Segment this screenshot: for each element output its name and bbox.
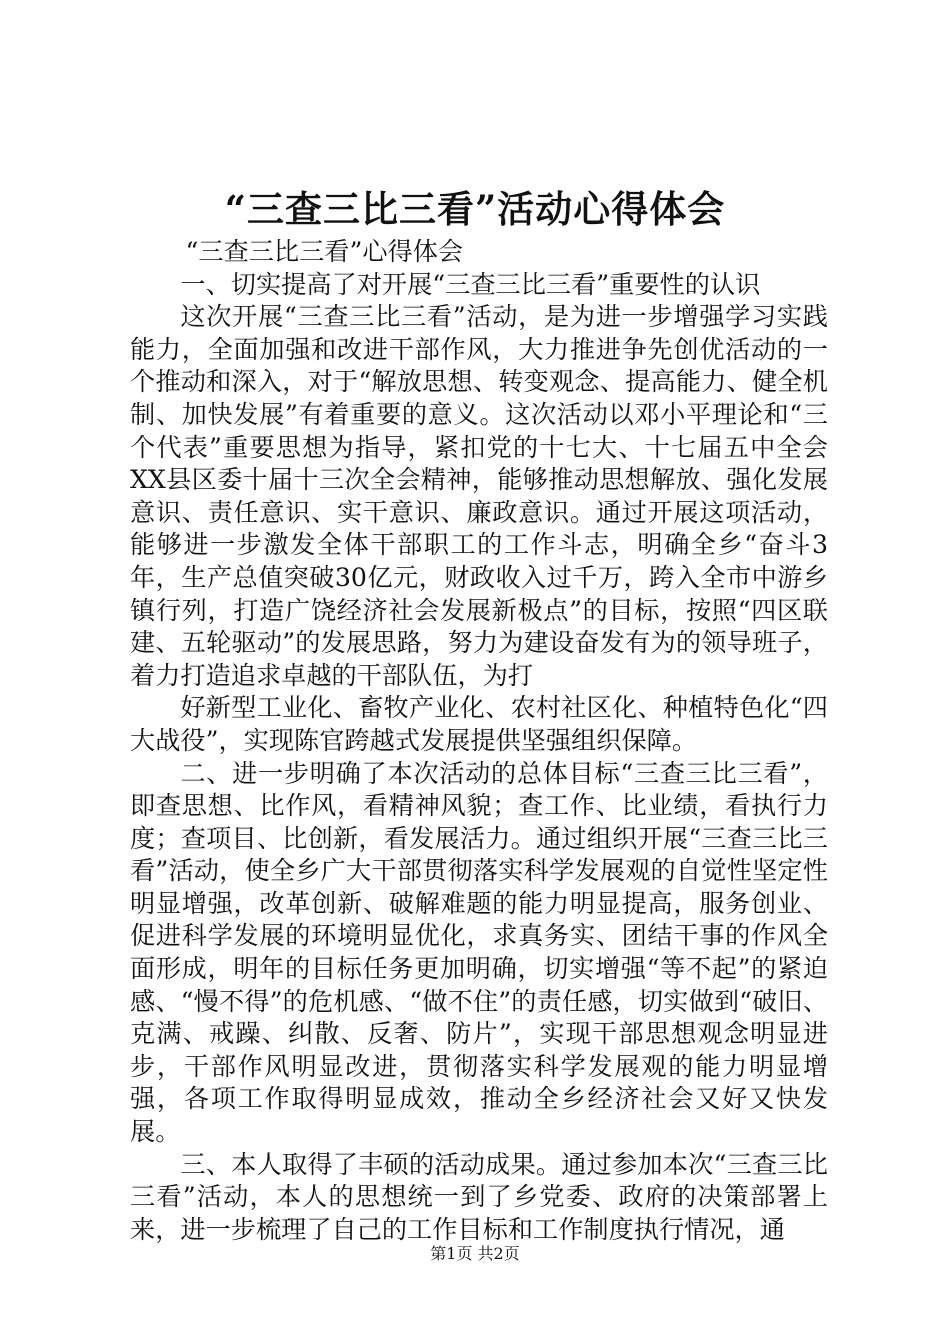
page-title: “三查三比三看”活动心得体会	[224, 187, 726, 231]
paragraph: 三、本人取得了丰硕的活动成果。通过参加本次“三查三比三看”活动，本人的思想统一到了乡党委、政府的决策部署上来，进一步梳理了自己的工作目标和工作制度执行情况，通	[130, 1149, 828, 1244]
document-subtitle: “三查三比三看”心得体会	[185, 237, 464, 266]
paragraph: 这次开展“三查三比三看”活动，是为进一步增强学习实践能力，全面加强和改进干部作风，大力推进争先创优活动的一个推动和深入，对于“解放思想、转变观念、提高能力、健全机制、加快发展”有着重要的意义。这次活动以邓小平理论和“三个代表”重要思想为指导，紧扣党的十七大、十七届五中全会XX县区委十届十三次全会精神，能够推动思想解放、强化发展意识、责任意识、实干意识、廉政意识。通过开展这项活动，能够进一步激发全体干部职工的工作斗志，明确全乡“奋斗3年，生产总值突破30亿元，财政收入过千万，跨入全市中游乡镇行列，打造广饶经济社会发展新极点”的目标，按照“四区联建、五轮驱动”的发展思路，努力为建设奋发有为的领导班子，着力打造追求卓越的干部队伍，为打	[130, 302, 828, 690]
paragraph: 二、进一步明确了本次活动的总体目标“三查三比三看”，即查思想、比作风，看精神风貌；查工作、比业绩，看执行力度；查项目、比创新，看发展活力。通过组织开展“三查三比三看”活动，使全乡广大干部贯彻落实科学发展观的自觉性坚定性明显增强，改革创新、破解难题的能力明显提高，服务创业、促进科学发展的环境明显优化，求真务实、团结干事的作风全面形成，明年的目标任务更加明确，切实增强“等不起”的紧迫感、“慢不得”的危机感、“做不住”的责任感，切实做到“破旧、克满、戒躁、纠散、反奢、防片”，实现干部思想观念明显进步，干部作风明显改进，贯彻落实科学发展观的能力明显增强，各项工作取得明显成效，推动全乡经济社会又好又快发展。	[130, 758, 828, 1147]
document-body	[130, 236, 828, 1246]
paragraph: 一、切实提高了对开展“三查三比三看”重要性的认识	[180, 269, 761, 299]
paragraph: 好新型工业化、畜牧产业化、农村社区化、种植特色化“四大战役”，实现陈官跨越式发展提供坚强组织保障。	[130, 693, 828, 755]
page-number-footer: 第1页 共2页	[430, 1244, 520, 1263]
